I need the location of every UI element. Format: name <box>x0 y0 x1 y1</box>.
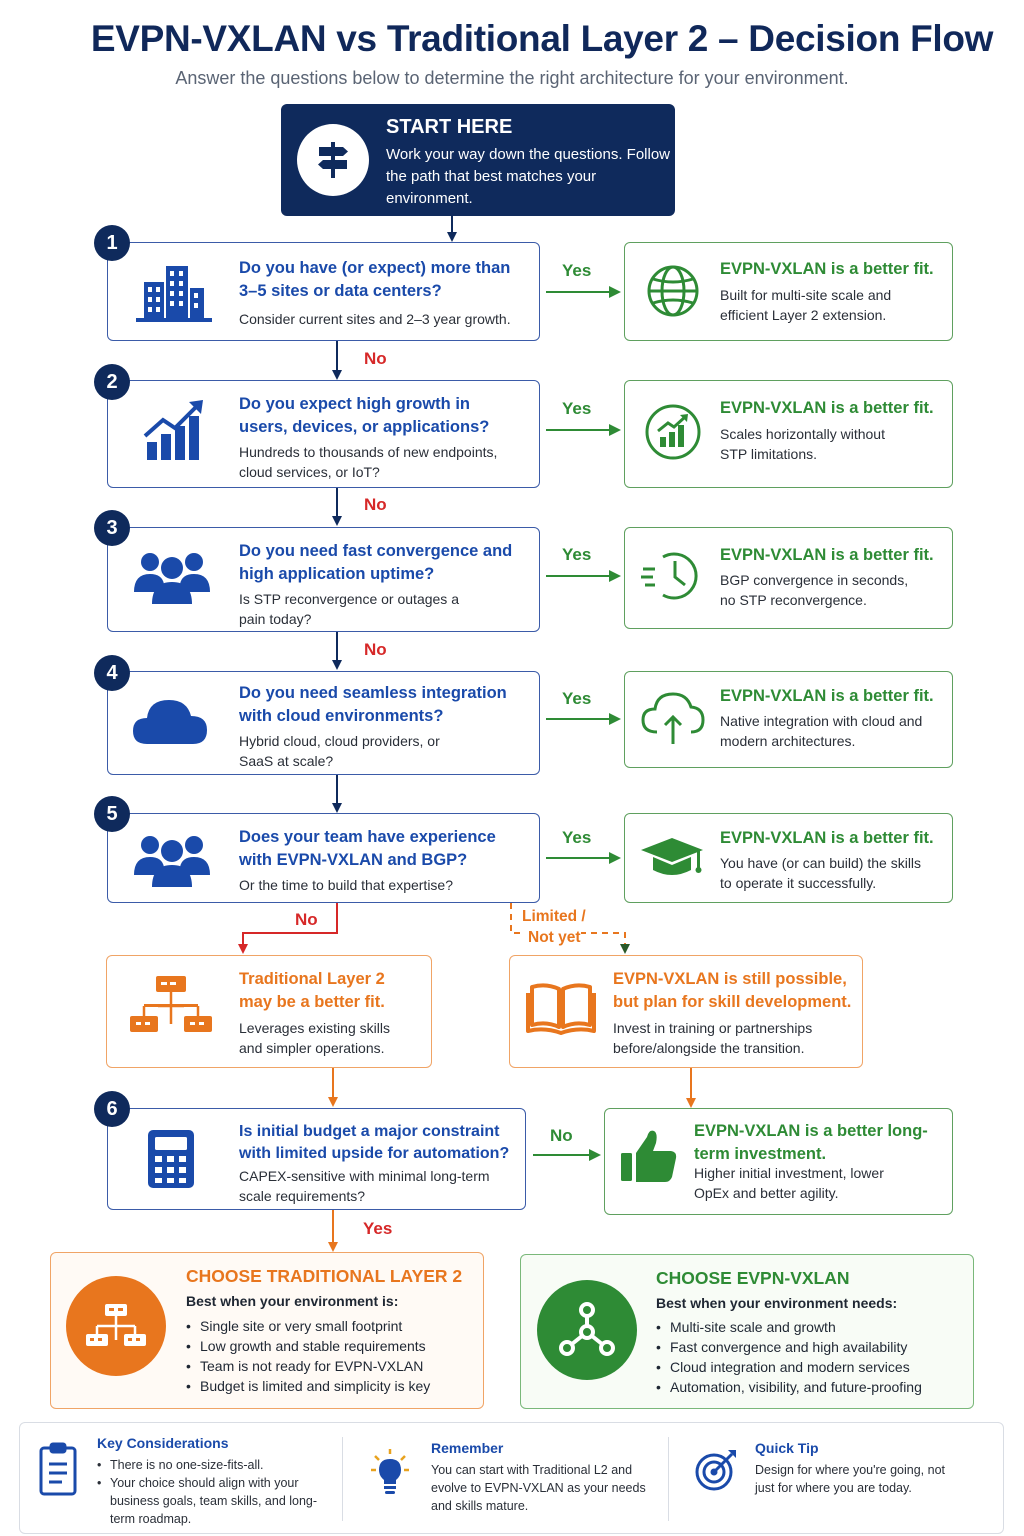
book-icon <box>525 978 597 1036</box>
footer-divider <box>668 1437 669 1521</box>
list-item: • There is no one-size-fits-all. <box>97 1456 322 1474</box>
list-item: • Low growth and stable requirements <box>186 1336 476 1356</box>
quick-tip-text: Design for where you're going, not just for where you are today. <box>755 1463 945 1495</box>
outcome-text-5: You have (or can build) the skills to operate it successfully. <box>720 855 922 891</box>
question-subtitle-5: Or the time to build that expertise? <box>239 877 453 893</box>
yes-label-1: Yes <box>562 261 592 280</box>
key-considerations-list <box>97 1456 322 1528</box>
yes-label-2: Yes <box>562 399 592 418</box>
footer-panel <box>19 1422 1004 1534</box>
traditional-fit-title: Traditional Layer 2 may be a better fit. <box>239 970 385 1011</box>
yes-label-4: Yes <box>562 689 592 708</box>
no-label-2: No <box>364 495 387 514</box>
signpost-icon <box>297 124 369 196</box>
step-number-2: 2 <box>94 364 130 400</box>
footer-divider <box>342 1437 343 1521</box>
outcome-title-6: EVPN-VXLAN is a better long-term investment. <box>694 1122 928 1163</box>
yes-label-6: Yes <box>363 1219 393 1238</box>
step-number-6: 6 <box>94 1091 130 1127</box>
outcome-title-4: EVPN-VXLAN is a better fit. <box>720 687 934 705</box>
cloud-icon <box>130 692 210 748</box>
page-subtitle: Answer the questions below to determine the right architecture for your environment. <box>175 68 849 88</box>
outcome-text-3: BGP convergence in seconds, no STP reconvergence. <box>720 572 909 608</box>
step-number-5: 5 <box>94 796 130 832</box>
list-item: • Team is not ready for EVPN-VXLAN <box>186 1356 476 1376</box>
outcome-title-2: EVPN-VXLAN is a better fit. <box>720 399 934 417</box>
target-icon <box>693 1447 739 1493</box>
network-nodes-icon <box>537 1280 637 1380</box>
quick-tip-title: Quick Tip <box>755 1440 819 1456</box>
step-number-3: 3 <box>94 510 130 546</box>
no-label-1: No <box>364 349 387 368</box>
start-text: Work your way down the questions. Follow the path that best matches your environment. <box>386 146 671 207</box>
clock-icon <box>638 546 704 606</box>
traditional-fit-text: Leverages existing skills and simpler operations. <box>239 1020 390 1056</box>
choose-evpn-title: CHOOSE EVPN-VXLAN <box>656 1268 850 1288</box>
question-title-6: Is initial budget a major constraint with limited upside for automation? <box>239 1123 510 1162</box>
list-item: • Automation, visibility, and future-proofing <box>656 1377 966 1397</box>
skill-development-title: EVPN-VXLAN is still possible, but plan for skill development. <box>613 970 852 1011</box>
list-item: • Cloud integration and modern services <box>656 1357 966 1377</box>
remember-text: You can start with Traditional L2 and evolve to EVPN-VXLAN as your needs and skills mature. <box>431 1463 646 1513</box>
graduation-cap-icon <box>638 830 706 886</box>
no-label-6: No <box>550 1126 573 1145</box>
clipboard-icon <box>36 1441 80 1497</box>
step-number-1: 1 <box>94 225 130 261</box>
growth-chart-icon <box>138 396 210 464</box>
question-subtitle-4: Hybrid cloud, cloud providers, or SaaS at scale? <box>239 733 440 769</box>
choose-traditional-list <box>186 1316 476 1396</box>
outcome-text-6: Higher initial investment, lower OpEx and better agility. <box>694 1165 884 1201</box>
team-icon <box>130 828 214 890</box>
skill-development-text: Invest in training or partnerships before/alongside the transition. <box>613 1020 813 1056</box>
list-item: • Fast convergence and high availability <box>656 1337 966 1357</box>
start-heading: START HERE <box>386 116 513 138</box>
step-number-4: 4 <box>94 655 130 691</box>
no-branch-arrow <box>243 903 337 952</box>
cloud-upload-icon <box>638 688 706 748</box>
question-title-2: Do you expect high growth in users, devices, or applications? <box>239 395 490 436</box>
list-item: • Your choice should align with your business goals, team skills, and long-term roadmap. <box>97 1474 322 1528</box>
globe-icon <box>643 261 703 321</box>
growth-circle-icon <box>643 402 703 462</box>
outcome-title-5: EVPN-VXLAN is a better fit. <box>720 829 934 847</box>
outcome-text-4: Native integration with cloud and modern architectures. <box>720 713 923 749</box>
question-title-1: Do you have (or expect) more than 3–5 sites or data centers? <box>239 259 511 300</box>
no-label-5: No <box>295 910 318 929</box>
calculator-icon <box>143 1126 199 1192</box>
choose-traditional-title: CHOOSE TRADITIONAL LAYER 2 <box>186 1266 463 1286</box>
page-title: EVPN-VXLAN vs Traditional Layer 2 – Decision Flow <box>90 18 994 59</box>
hierarchy-icon <box>126 972 216 1038</box>
question-title-4: Do you need seamless integration with cloud environments? <box>239 684 507 725</box>
remember-title: Remember <box>431 1440 504 1456</box>
users-icon <box>130 545 214 607</box>
outcome-text-2: Scales horizontally without STP limitations. <box>720 426 885 462</box>
question-subtitle-2: Hundreds to thousands of new endpoints, cloud services, or IoT? <box>239 444 498 480</box>
lightbulb-icon <box>368 1445 412 1499</box>
list-item: • Multi-site scale and growth <box>656 1317 966 1337</box>
outcome-title-3: EVPN-VXLAN is a better fit. <box>720 546 934 564</box>
thumbs-up-icon <box>618 1126 680 1186</box>
choose-traditional-subtitle: Best when your environment is: <box>186 1293 399 1309</box>
choose-evpn-subtitle: Best when your environment needs: <box>656 1295 898 1311</box>
question-title-3: Do you need fast convergence and high application uptime? <box>239 542 513 583</box>
question-subtitle-6: CAPEX-sensitive with minimal long-term scale requirements? <box>239 1168 490 1204</box>
outcome-title-1: EVPN-VXLAN is a better fit. <box>720 260 934 278</box>
limited-label-line1: Limited / <box>522 908 586 925</box>
list-item: • Single site or very small footprint <box>186 1316 476 1336</box>
start-box <box>281 104 675 216</box>
question-subtitle-1: Consider current sites and 2–3 year growth. <box>239 311 511 327</box>
no-label-3: No <box>364 640 387 659</box>
buildings-icon <box>132 258 216 324</box>
limited-label-line2: Not yet <box>522 927 581 948</box>
question-subtitle-3: Is STP reconvergence or outages a pain today? <box>239 591 459 627</box>
choose-evpn-list <box>656 1317 966 1397</box>
yes-label-3: Yes <box>562 545 592 564</box>
network-hierarchy-icon <box>66 1276 166 1376</box>
limited-label <box>522 906 586 948</box>
outcome-text-1: Built for multi-site scale and efficient Layer 2 extension. <box>720 287 892 323</box>
question-title-5: Does your team have experience with EVPN-VXLAN and BGP? <box>239 828 496 869</box>
list-item: • Budget is limited and simplicity is key <box>186 1376 476 1396</box>
yes-label-5: Yes <box>562 828 592 847</box>
key-considerations-title: Key Considerations <box>97 1435 229 1451</box>
